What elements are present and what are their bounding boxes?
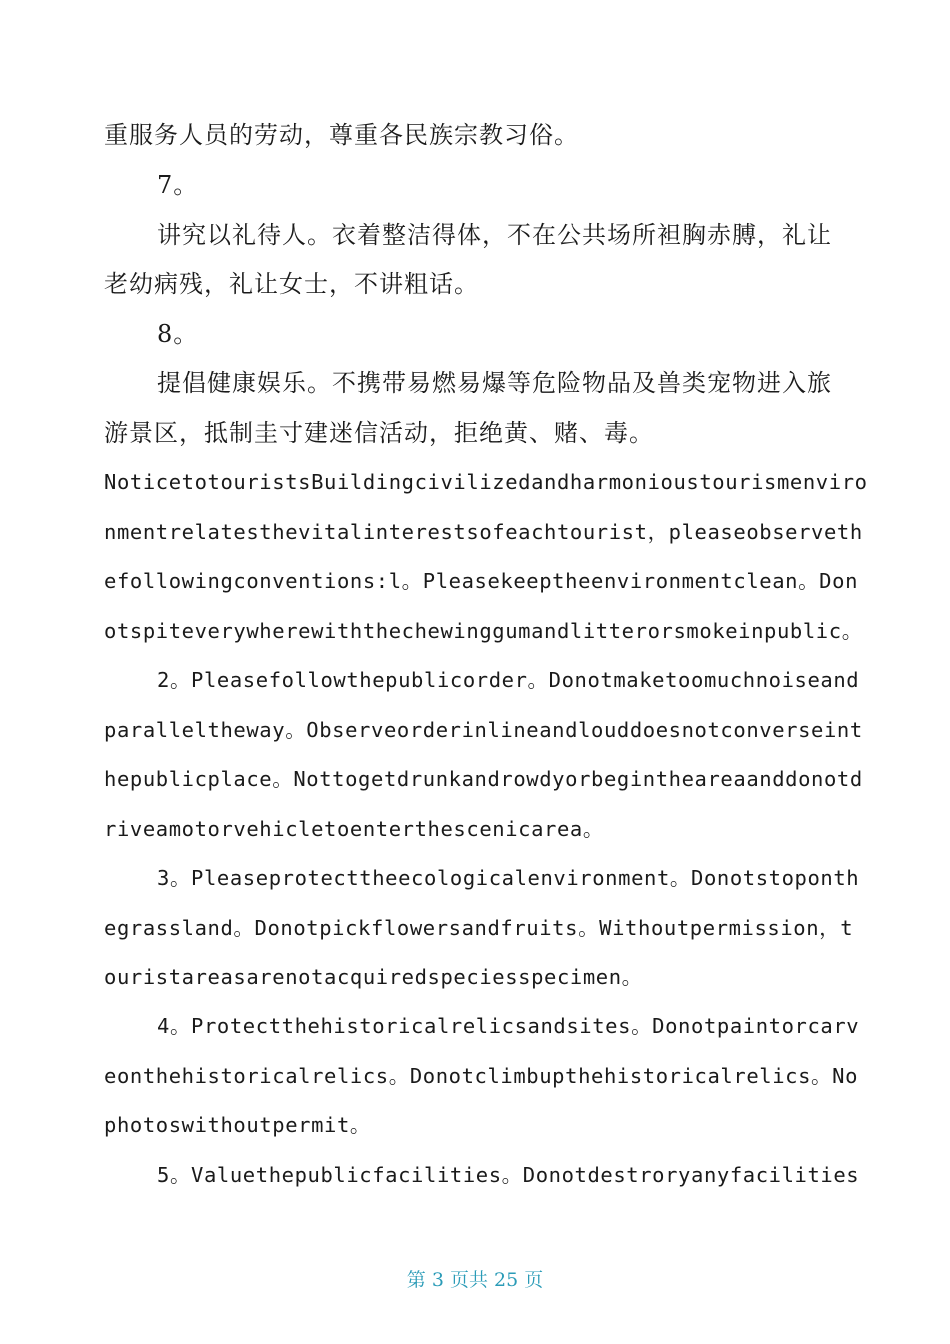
text-line: 提倡健康娱乐。不携带易燃易爆等危险物品及兽类宠物进入旅: [157, 369, 832, 397]
text-line: eonthehistoricalrelics。Donotclimbupthehistoricalrelics。No: [104, 1064, 859, 1088]
text-line: 讲究以礼待人。衣着整洁得体，不在公共场所袒胸赤膊，礼让: [157, 221, 832, 249]
text-line: 5。Valuethepublicfacilities。Donotdestroryanyfacilities: [157, 1163, 860, 1187]
text-line: otspiteverywherewiththechewinggumandlitterorsmokeinpublic。: [104, 619, 863, 643]
text-line: nmentrelatesthevitalinterestsofeachtourist，pleaseobserveth: [104, 520, 863, 544]
section-number: 7。: [157, 171, 199, 199]
text-line: hepublicplace。Nottogetdrunkandrowdyorbegintheareaanddonotd: [104, 767, 863, 791]
text-line: 4。Protectthehistoricalrelicsandsites。Donotpaintorcarv: [157, 1014, 860, 1038]
text-line: NoticetotouristsBuildingcivilizedandharmonioustourismenviro: [104, 470, 868, 494]
text-line: 老幼病残，礼让女士，不讲粗话。: [104, 270, 479, 298]
text-line: 2。Pleasefollowthepublicorder。Donotmaketoomuchnoiseand: [157, 668, 860, 692]
text-line: 游景区，抵制圭寸建迷信活动，拒绝黄、赌、毒。: [104, 419, 654, 447]
text-line: egrassland。Donotpickflowersandfruits。Withoutpermission，t: [104, 916, 854, 940]
text-line: 重服务人员的劳动，尊重各民族宗教习俗。: [104, 121, 579, 149]
text-line: efollowingconventions:l。Pleasekeeptheenvironmentclean。Don: [104, 569, 859, 593]
page-number-footer: 第 3 页共 25 页: [406, 1269, 544, 1291]
text-line: photoswithoutpermit。: [104, 1113, 371, 1137]
section-number: 8。: [157, 320, 199, 348]
text-line: paralleltheway。Observeorderinlineandlouddoesnotconverseint: [104, 718, 863, 742]
text-line: 3。Pleaseprotecttheecologicalenvironment。Donotstoponth: [157, 866, 860, 890]
text-line: riveamotorvehicletoenterthescenicarea。: [104, 817, 604, 841]
text-line: ouristareasarenotacquiredspeciesspecimen。: [104, 965, 643, 989]
